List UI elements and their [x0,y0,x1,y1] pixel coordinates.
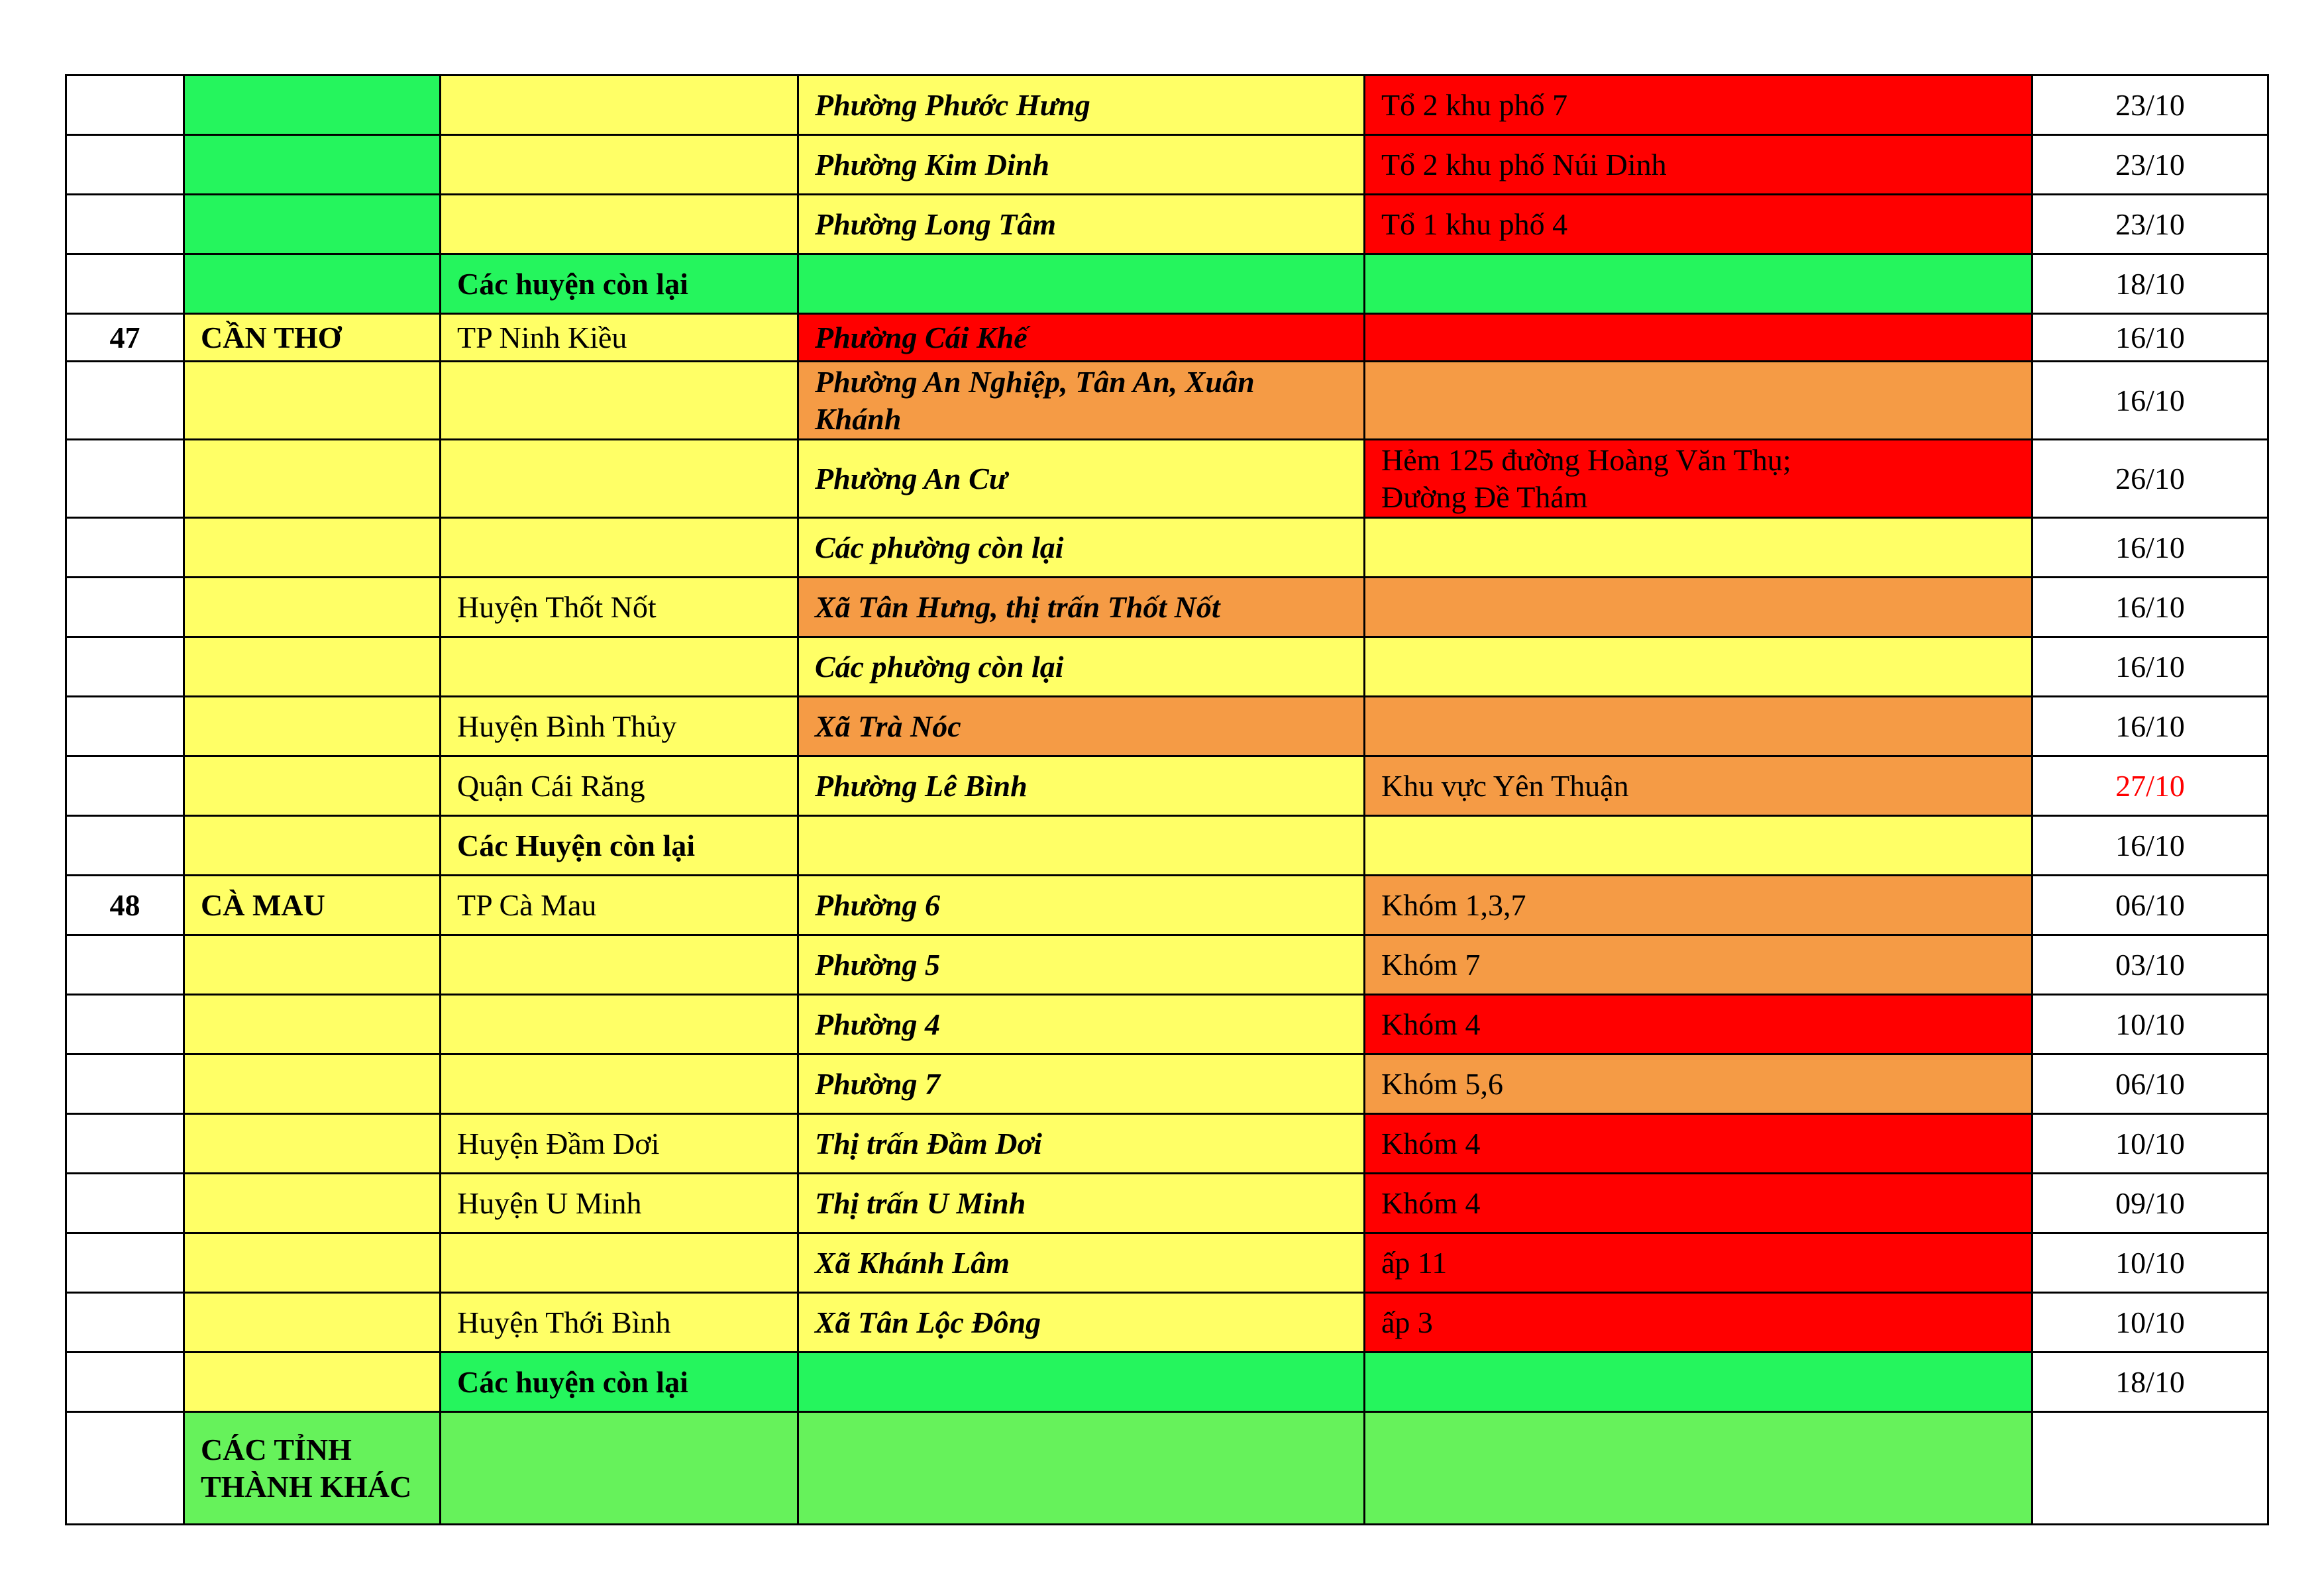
ward-cell [798,1293,1365,1353]
row-number-cell-text: 47 [109,320,140,354]
province-cell-text: CÁC TỈNH THÀNH KHÁC [201,1432,412,1504]
province-cell [184,1233,441,1293]
ward-cell-text: Phường 6 [815,888,941,922]
province-cell [184,995,441,1054]
table-row [66,254,2268,314]
area-cell [1365,1412,2033,1525]
area-cell [1365,816,2033,876]
row-number-cell [66,1174,184,1233]
district-cell [441,314,798,362]
date-cell [2033,254,2268,314]
date-cell [2033,1412,2268,1525]
date-cell [2033,1174,2268,1233]
row-number-cell-text: 48 [109,888,140,922]
table-row [66,135,2268,195]
area-cell [1365,518,2033,578]
date-cell [2033,440,2268,518]
district-cell [441,1233,798,1293]
date-cell [2033,195,2268,254]
district-cell-text: Quận Cái Răng [457,768,645,803]
area-cell [1365,1233,2033,1293]
date-cell-text: 06/10 [2115,888,2185,922]
ward-cell-text: Phường 7 [815,1066,941,1101]
province-cell [184,1054,441,1114]
table-row [66,876,2268,935]
district-cell [441,1114,798,1174]
district-cell [441,440,798,518]
row-number-cell [66,578,184,637]
table-row [66,1174,2268,1233]
date-cell-text: 10/10 [2115,1245,2185,1280]
province-cell [184,195,441,254]
ward-cell-text: Xã Tân Lộc Đông [815,1305,1041,1339]
row-number-cell [66,1233,184,1293]
row-number-cell [66,756,184,816]
date-cell-text: 26/10 [2115,461,2185,495]
row-number-cell [66,254,184,314]
table-row [66,935,2268,995]
district-cell-text: TP Cà Mau [457,888,597,922]
ward-cell-text: Phường Phước Hưng [815,87,1090,122]
ward-cell [798,314,1365,362]
district-cell [441,1412,798,1525]
area-cell-text: ấp 3 [1381,1305,1433,1339]
ward-cell-text: Xã Tân Hưng, thị trấn Thốt Nốt [815,589,1220,624]
row-number-cell [66,816,184,876]
date-cell [2033,314,2268,362]
date-cell [2033,756,2268,816]
district-cell [441,876,798,935]
table-row [66,76,2268,135]
area-cell [1365,254,2033,314]
ward-cell-text: Phường Long Tâm [815,207,1057,241]
date-cell-text: 03/10 [2115,947,2185,982]
ward-cell [798,254,1365,314]
ward-cell [798,76,1365,135]
area-cell [1365,578,2033,637]
ward-cell [798,195,1365,254]
district-cell [441,637,798,697]
ward-cell [798,1054,1365,1114]
table-row [66,1233,2268,1293]
row-number-cell [66,1412,184,1525]
row-number-cell [66,637,184,697]
table-row [66,756,2268,816]
province-cell [184,254,441,314]
date-cell [2033,362,2268,440]
date-cell [2033,1233,2268,1293]
table-row [66,440,2268,518]
date-cell [2033,518,2268,578]
ward-cell [798,995,1365,1054]
date-cell-text: 16/10 [2115,320,2185,354]
date-cell [2033,1054,2268,1114]
date-cell [2033,816,2268,876]
district-cell-text: Các huyện còn lại [457,1364,688,1399]
area-cell-text: ấp 11 [1381,1245,1448,1280]
table-row [66,1293,2268,1353]
ward-cell [798,135,1365,195]
date-cell [2033,995,2268,1054]
ward-cell [798,1353,1365,1412]
date-cell-text: 10/10 [2115,1305,2185,1339]
date-cell [2033,578,2268,637]
province-cell [184,314,441,362]
zoning-table [65,74,2269,1525]
date-cell-text: 16/10 [2115,589,2185,624]
row-number-cell [66,995,184,1054]
area-cell-text: Khóm 1,3,7 [1381,888,1526,922]
area-cell [1365,1353,2033,1412]
district-cell [441,518,798,578]
ward-cell [798,440,1365,518]
date-cell-text: 09/10 [2115,1186,2185,1220]
table-row [66,314,2268,362]
row-number-cell [66,1293,184,1353]
date-cell [2033,935,2268,995]
district-cell-text: TP Ninh Kiều [457,320,627,354]
date-cell-text: 16/10 [2115,709,2185,743]
area-cell [1365,637,2033,697]
province-cell [184,756,441,816]
date-cell-text: 06/10 [2115,1066,2185,1101]
date-cell-text: 16/10 [2115,649,2185,684]
district-cell [441,135,798,195]
ward-cell [798,578,1365,637]
district-cell [441,935,798,995]
row-number-cell [66,1054,184,1114]
ward-cell [798,518,1365,578]
area-cell-text: Hẻm 125 đường Hoàng Văn Thụ; Đường Đề Thám [1381,442,1791,514]
province-cell [184,1114,441,1174]
row-number-cell [66,697,184,756]
province-cell-text: CẦN THƠ [201,320,342,354]
date-cell-text: 10/10 [2115,1126,2185,1160]
table-row [66,195,2268,254]
area-cell [1365,756,2033,816]
district-cell [441,756,798,816]
province-cell [184,637,441,697]
province-cell [184,697,441,756]
date-cell [2033,1114,2268,1174]
date-cell-text: 10/10 [2115,1007,2185,1041]
table-row [66,362,2268,440]
district-cell [441,1293,798,1353]
area-cell [1365,314,2033,362]
ward-cell [798,1174,1365,1233]
province-cell [184,518,441,578]
row-number-cell [66,440,184,518]
area-cell-text: Tổ 2 khu phố 7 [1381,87,1568,122]
date-cell-text: 18/10 [2115,1364,2185,1399]
province-cell [184,76,441,135]
area-cell [1365,995,2033,1054]
ward-cell-text: Các phường còn lại [815,530,1064,564]
area-cell-text: Tổ 1 khu phố 4 [1381,207,1568,241]
area-cell-text: Khóm 4 [1381,1126,1481,1160]
date-cell-text: 18/10 [2115,266,2185,301]
district-cell-text: Huyện Đầm Dơi [457,1126,660,1160]
date-cell [2033,637,2268,697]
ward-cell [798,935,1365,995]
ward-cell-text: Thị trấn Đầm Dơi [815,1126,1042,1160]
area-cell-text: Tổ 2 khu phố Núi Dinh [1381,147,1667,181]
district-cell-text: Huyện Bình Thủy [457,709,677,743]
province-cell [184,1353,441,1412]
date-cell-text: 27/10 [2115,768,2185,803]
province-cell [184,1174,441,1233]
district-cell [441,697,798,756]
ward-cell [798,697,1365,756]
province-cell [184,816,441,876]
ward-cell [798,1114,1365,1174]
province-cell [184,935,441,995]
ward-cell-text: Phường An Nghiệp, Tân An, Xuân Khánh [815,364,1255,436]
table-body [66,76,2268,1525]
table-row [66,1353,2268,1412]
date-cell [2033,876,2268,935]
date-cell-text: 23/10 [2115,207,2185,241]
table-row [66,995,2268,1054]
province-cell [184,578,441,637]
date-cell [2033,1353,2268,1412]
area-cell-text: Khóm 4 [1381,1007,1481,1041]
ward-cell-text: Thị trấn U Minh [815,1186,1026,1220]
ward-cell-text: Phường Lê Bình [815,768,1028,803]
district-cell [441,1353,798,1412]
district-cell [441,816,798,876]
area-cell [1365,1174,2033,1233]
district-cell [441,195,798,254]
ward-cell [798,756,1365,816]
district-cell [441,578,798,637]
area-cell [1365,1293,2033,1353]
ward-cell-text: Phường Kim Dinh [815,147,1049,181]
area-cell [1365,697,2033,756]
ward-cell-text: Phường Cái Khế [815,320,1028,354]
date-cell [2033,1293,2268,1353]
area-cell [1365,876,2033,935]
row-number-cell [66,876,184,935]
ward-cell [798,1233,1365,1293]
row-number-cell [66,135,184,195]
district-cell-text: Các huyện còn lại [457,266,688,301]
area-cell [1365,76,2033,135]
date-cell-text: 16/10 [2115,383,2185,417]
row-number-cell [66,935,184,995]
district-cell-text: Huyện U Minh [457,1186,642,1220]
ward-cell [798,637,1365,697]
district-cell [441,254,798,314]
area-cell [1365,440,2033,518]
table-row [66,816,2268,876]
area-cell [1365,362,2033,440]
district-cell [441,995,798,1054]
area-cell-text: Khóm 5,6 [1381,1066,1503,1101]
district-cell-text: Huyện Thới Bình [457,1305,671,1339]
date-cell [2033,135,2268,195]
table-row [66,637,2268,697]
ward-cell [798,362,1365,440]
province-cell [184,1412,441,1525]
table-row [66,1412,2268,1525]
table-row [66,578,2268,637]
province-cell [184,135,441,195]
province-cell [184,1293,441,1353]
ward-cell [798,816,1365,876]
district-cell [441,76,798,135]
ward-cell-text: Phường 4 [815,1007,941,1041]
row-number-cell [66,518,184,578]
date-cell [2033,697,2268,756]
table-row [66,1114,2268,1174]
area-cell [1365,195,2033,254]
ward-cell [798,876,1365,935]
table-row [66,697,2268,756]
date-cell-text: 16/10 [2115,828,2185,862]
province-cell-text: CÀ MAU [201,888,325,922]
ward-cell-text: Các phường còn lại [815,649,1064,684]
district-cell-text: Huyện Thốt Nốt [457,589,657,624]
ward-cell-text: Phường 5 [815,947,941,982]
row-number-cell [66,76,184,135]
date-cell-text: 16/10 [2115,530,2185,564]
area-cell [1365,1054,2033,1114]
table-row [66,1054,2268,1114]
province-cell [184,362,441,440]
ward-cell-text: Xã Khánh Lâm [815,1245,1010,1280]
ward-cell-text: Phường An Cư [815,461,1008,495]
area-cell [1365,935,2033,995]
row-number-cell [66,1114,184,1174]
ward-cell-text: Xã Trà Nóc [815,709,961,743]
area-cell-text: Khóm 4 [1381,1186,1481,1220]
area-cell-text: Khóm 7 [1381,947,1481,982]
province-cell [184,876,441,935]
area-cell-text: Khu vực Yên Thuận [1381,768,1629,803]
date-cell-text: 23/10 [2115,147,2185,181]
area-cell [1365,135,2033,195]
row-number-cell [66,195,184,254]
row-number-cell [66,314,184,362]
district-cell [441,362,798,440]
ward-cell [798,1412,1365,1525]
province-cell [184,440,441,518]
row-number-cell [66,1353,184,1412]
area-cell [1365,1114,2033,1174]
date-cell-text: 23/10 [2115,87,2185,122]
district-cell [441,1054,798,1114]
date-cell [2033,76,2268,135]
district-cell [441,1174,798,1233]
district-cell-text: Các Huyện còn lại [457,828,696,862]
row-number-cell [66,362,184,440]
table-row [66,518,2268,578]
